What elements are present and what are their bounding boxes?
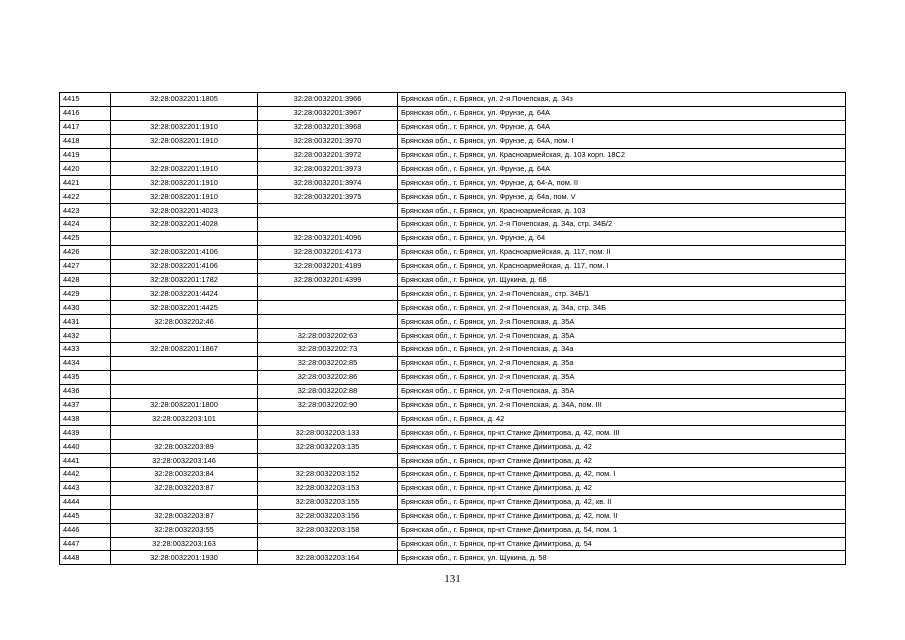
object-number-cell: 32:28:0032203:164 (258, 551, 398, 565)
address-cell: Брянская обл., г. Брянск, ул. 2-я Почепская, д. 34А, пом. III (398, 398, 846, 412)
table-row (60, 218, 846, 232)
address-cell: Брянская обл., г. Брянск, ул. Красноармейская, д. 103 (398, 204, 846, 218)
address-cell: Брянская обл., г. Брянск, пр-кт Станке Димитрова, д. 42, кв. II (398, 495, 846, 509)
parcel-number-cell: 32:28:0032202:46 (111, 315, 258, 329)
address-cell: Брянская обл., г. Брянск, ул. 2-я Почепская, д. 35А (398, 329, 846, 343)
table-row (60, 273, 846, 287)
table-row (60, 315, 846, 329)
address-cell: Брянская обл., г. Брянск, ул. 2-я Почепская, д. 34з (398, 93, 846, 107)
parcel-number-cell (111, 370, 258, 384)
table-row (60, 384, 846, 398)
parcel-number-cell (111, 426, 258, 440)
row-number-cell: 4438 (60, 412, 111, 426)
address-cell: Брянская обл., г. Брянск, ул. Фрунзе, д. 64А (398, 120, 846, 134)
object-number-cell: 32:28:0032202:63 (258, 329, 398, 343)
row-number-cell: 4416 (60, 106, 111, 120)
table-row (60, 398, 846, 412)
parcel-number-cell (111, 495, 258, 509)
row-number-cell: 4431 (60, 315, 111, 329)
row-number-cell: 4425 (60, 231, 111, 245)
address-cell: Брянская обл., г. Брянск, пр-кт Станке Димитрова, д. 54, пом. 1 (398, 523, 846, 537)
parcel-number-cell (111, 384, 258, 398)
address-cell: Брянская обл., г. Брянск, ул. Фрунзе, д. 64а, пом. V (398, 190, 846, 204)
table-row (60, 343, 846, 357)
page-number: 131 (444, 573, 461, 585)
object-number-cell: 32:28:0032201:4189 (258, 259, 398, 273)
parcel-number-cell: 32:28:0032201:4023 (111, 204, 258, 218)
table-row (60, 440, 846, 454)
address-cell: Брянская обл., г. Брянск, ул. 2-я Почепская, д. 34а, стр. 34Б/2 (398, 218, 846, 232)
row-number-cell: 4439 (60, 426, 111, 440)
object-number-cell: 32:28:0032201:3968 (258, 120, 398, 134)
object-number-cell: 32:28:0032203:153 (258, 481, 398, 495)
object-number-cell: 32:28:0032203:135 (258, 440, 398, 454)
parcel-number-cell: 32:28:0032201:1805 (111, 93, 258, 107)
table-row (60, 301, 846, 315)
table-row (60, 356, 846, 370)
parcel-number-cell: 32:28:0032201:4106 (111, 259, 258, 273)
object-number-cell (258, 301, 398, 315)
table-row (60, 245, 846, 259)
object-number-cell (258, 287, 398, 301)
object-number-cell: 32:28:0032202:73 (258, 343, 398, 357)
row-number-cell: 4437 (60, 398, 111, 412)
address-cell: Брянская обл., г. Брянск, ул. Щукина, д. 68 (398, 273, 846, 287)
row-number-cell: 4441 (60, 454, 111, 468)
object-number-cell: 32:28:0032203:133 (258, 426, 398, 440)
parcel-number-cell: 32:28:0032201:4425 (111, 301, 258, 315)
parcel-number-cell (111, 231, 258, 245)
object-number-cell (258, 218, 398, 232)
address-cell: Брянская обл., г. Брянск, пр-кт Станке Димитрова, д. 54 (398, 537, 846, 551)
object-number-cell: 32:28:0032201:3973 (258, 162, 398, 176)
object-number-cell (258, 204, 398, 218)
table-row (60, 412, 846, 426)
address-cell: Брянская обл., г. Брянск, пр-кт Станке Димитрова, д. 42 (398, 440, 846, 454)
address-cell: Брянская обл., г. Брянск, ул. 2-я Почепская, д. 35А (398, 315, 846, 329)
parcel-number-cell: 32:28:0032203:146 (111, 454, 258, 468)
parcel-number-cell: 32:28:0032201:1867 (111, 343, 258, 357)
table-row (60, 537, 846, 551)
table-row (60, 509, 846, 523)
object-number-cell: 32:28:0032201:3970 (258, 134, 398, 148)
row-number-cell: 4442 (60, 468, 111, 482)
object-number-cell: 32:28:0032203:155 (258, 495, 398, 509)
parcel-number-cell: 32:28:0032201:1910 (111, 176, 258, 190)
address-cell: Брянская обл., г. Брянск, ул. Фрунзе, д. 64 (398, 231, 846, 245)
parcel-number-cell: 32:28:0032201:4106 (111, 245, 258, 259)
row-number-cell: 4427 (60, 259, 111, 273)
table-row (60, 426, 846, 440)
table-row (60, 162, 846, 176)
row-number-cell: 4444 (60, 495, 111, 509)
table-row (60, 468, 846, 482)
table-row (60, 134, 846, 148)
table-row (60, 148, 846, 162)
row-number-cell: 4435 (60, 370, 111, 384)
object-number-cell: 32:28:0032203:156 (258, 509, 398, 523)
object-number-cell: 32:28:0032201:3974 (258, 176, 398, 190)
table-row (60, 120, 846, 134)
row-number-cell: 4432 (60, 329, 111, 343)
row-number-cell: 4440 (60, 440, 111, 454)
table-row (60, 481, 846, 495)
row-number-cell: 4448 (60, 551, 111, 565)
parcel-number-cell: 32:28:0032203:87 (111, 481, 258, 495)
address-cell: Брянская обл., г. Брянск, ул. Фрунзе, д. 64А (398, 106, 846, 120)
registry-table (59, 92, 846, 565)
parcel-number-cell (111, 329, 258, 343)
parcel-number-cell: 32:28:0032201:4424 (111, 287, 258, 301)
address-cell: Брянская обл., г. Брянск, ул. 2-я Почепская, д. 35А (398, 370, 846, 384)
row-number-cell: 4447 (60, 537, 111, 551)
address-cell: Брянская обл., г. Брянск, ул. Фрунзе, д. 64-А, пом. II (398, 176, 846, 190)
row-number-cell: 4420 (60, 162, 111, 176)
table-row (60, 93, 846, 107)
row-number-cell: 4424 (60, 218, 111, 232)
parcel-number-cell (111, 148, 258, 162)
row-number-cell: 4436 (60, 384, 111, 398)
table-row (60, 454, 846, 468)
table-row (60, 190, 846, 204)
table-row (60, 259, 846, 273)
parcel-number-cell: 32:28:0032203:163 (111, 537, 258, 551)
row-number-cell: 4433 (60, 343, 111, 357)
address-cell: Брянская обл., г. Брянск, ул. Фрунзе, д. 64А, пом. I (398, 134, 846, 148)
table-row (60, 370, 846, 384)
parcel-number-cell: 32:28:0032203:55 (111, 523, 258, 537)
object-number-cell: 32:28:0032203:158 (258, 523, 398, 537)
row-number-cell: 4445 (60, 509, 111, 523)
row-number-cell: 4415 (60, 93, 111, 107)
object-number-cell: 32:28:0032201:4399 (258, 273, 398, 287)
row-number-cell: 4421 (60, 176, 111, 190)
table-row (60, 176, 846, 190)
parcel-number-cell: 32:28:0032201:1782 (111, 273, 258, 287)
parcel-number-cell: 32:28:0032201:1910 (111, 134, 258, 148)
table-row (60, 523, 846, 537)
address-cell: Брянская обл., г. Брянск, ул. 2-я Почепская, д. 35А (398, 384, 846, 398)
row-number-cell: 4443 (60, 481, 111, 495)
row-number-cell: 4423 (60, 204, 111, 218)
address-cell: Брянская обл., г. Брянск, ул. 2-я Почепская, д. 35а (398, 356, 846, 370)
row-number-cell: 4430 (60, 301, 111, 315)
address-cell: Брянская обл., г. Брянск, пр-кт Станке Димитрова, д. 42, пом. III (398, 426, 846, 440)
object-number-cell: 32:28:0032201:4096 (258, 231, 398, 245)
object-number-cell: 32:28:0032201:3966 (258, 93, 398, 107)
row-number-cell: 4419 (60, 148, 111, 162)
table-row (60, 329, 846, 343)
row-number-cell: 4422 (60, 190, 111, 204)
parcel-number-cell: 32:28:0032201:1930 (111, 551, 258, 565)
address-cell: Брянская обл., г. Брянск, ул. Красноармейская, д. 117, пом. II (398, 245, 846, 259)
parcel-number-cell: 32:28:0032201:1910 (111, 162, 258, 176)
object-number-cell (258, 454, 398, 468)
parcel-number-cell: 32:28:0032203:84 (111, 468, 258, 482)
address-cell: Брянская обл., г. Брянск, пр-кт Станке Димитрова, д. 42, пом. II (398, 509, 846, 523)
address-cell: Брянская обл., г. Брянск, ул. Красноармейская, д. 117, пом. I (398, 259, 846, 273)
object-number-cell: 32:28:0032203:152 (258, 468, 398, 482)
address-cell: Брянская обл., г. Брянск, ул. 2-я Почепская, д. 34а, стр. 34Б (398, 301, 846, 315)
object-number-cell (258, 412, 398, 426)
parcel-number-cell: 32:28:0032201:1910 (111, 190, 258, 204)
row-number-cell: 4429 (60, 287, 111, 301)
row-number-cell: 4434 (60, 356, 111, 370)
address-cell: Брянская обл., г. Брянск, ул. 2-я Почепская, д. 34а (398, 343, 846, 357)
parcel-number-cell (111, 356, 258, 370)
object-number-cell (258, 315, 398, 329)
table-row (60, 204, 846, 218)
parcel-number-cell: 32:28:0032201:1800 (111, 398, 258, 412)
object-number-cell: 32:28:0032202:90 (258, 398, 398, 412)
row-number-cell: 4426 (60, 245, 111, 259)
parcel-number-cell: 32:28:0032203:87 (111, 509, 258, 523)
parcel-number-cell: 32:28:0032201:4028 (111, 218, 258, 232)
object-number-cell: 32:28:0032201:3967 (258, 106, 398, 120)
address-cell: Брянская обл., г. Брянск, пр-кт Станке Димитрова, д. 42 (398, 481, 846, 495)
object-number-cell: 32:28:0032201:3975 (258, 190, 398, 204)
parcel-number-cell: 32:28:0032203:89 (111, 440, 258, 454)
table-row (60, 106, 846, 120)
address-cell: Брянская обл., г. Брянск, д. 42 (398, 412, 846, 426)
table-row (60, 287, 846, 301)
row-number-cell: 4446 (60, 523, 111, 537)
object-number-cell (258, 537, 398, 551)
object-number-cell: 32:28:0032202:88 (258, 384, 398, 398)
object-number-cell: 32:28:0032202:86 (258, 370, 398, 384)
registry-table-body (60, 93, 846, 565)
row-number-cell: 4418 (60, 134, 111, 148)
table-row (60, 495, 846, 509)
parcel-number-cell: 32:28:0032203:101 (111, 412, 258, 426)
address-cell: Брянская обл., г. Брянск, пр-кт Станке Димитрова, д. 42, пом. I (398, 468, 846, 482)
address-cell: Брянская обл., г. Брянск, ул. Красноармейская, д. 103 корп. 18С2 (398, 148, 846, 162)
table-row (60, 231, 846, 245)
object-number-cell: 32:28:0032201:3972 (258, 148, 398, 162)
table-row (60, 551, 846, 565)
object-number-cell: 32:28:0032202:85 (258, 356, 398, 370)
parcel-number-cell (111, 106, 258, 120)
row-number-cell: 4428 (60, 273, 111, 287)
address-cell: Брянская обл., г. Брянск, ул. Щукина, д. 58 (398, 551, 846, 565)
address-cell: Брянская обл., г. Брянск, ул. 2-я Почепская,, стр. 34Б/1 (398, 287, 846, 301)
row-number-cell: 4417 (60, 120, 111, 134)
object-number-cell: 32:28:0032201:4173 (258, 245, 398, 259)
address-cell: Брянская обл., г. Брянск, пр-кт Станке Димитрова, д. 42 (398, 454, 846, 468)
address-cell: Брянская обл., г. Брянск, ул. Фрунзе, д. 64А (398, 162, 846, 176)
parcel-number-cell: 32:28:0032201:1910 (111, 120, 258, 134)
